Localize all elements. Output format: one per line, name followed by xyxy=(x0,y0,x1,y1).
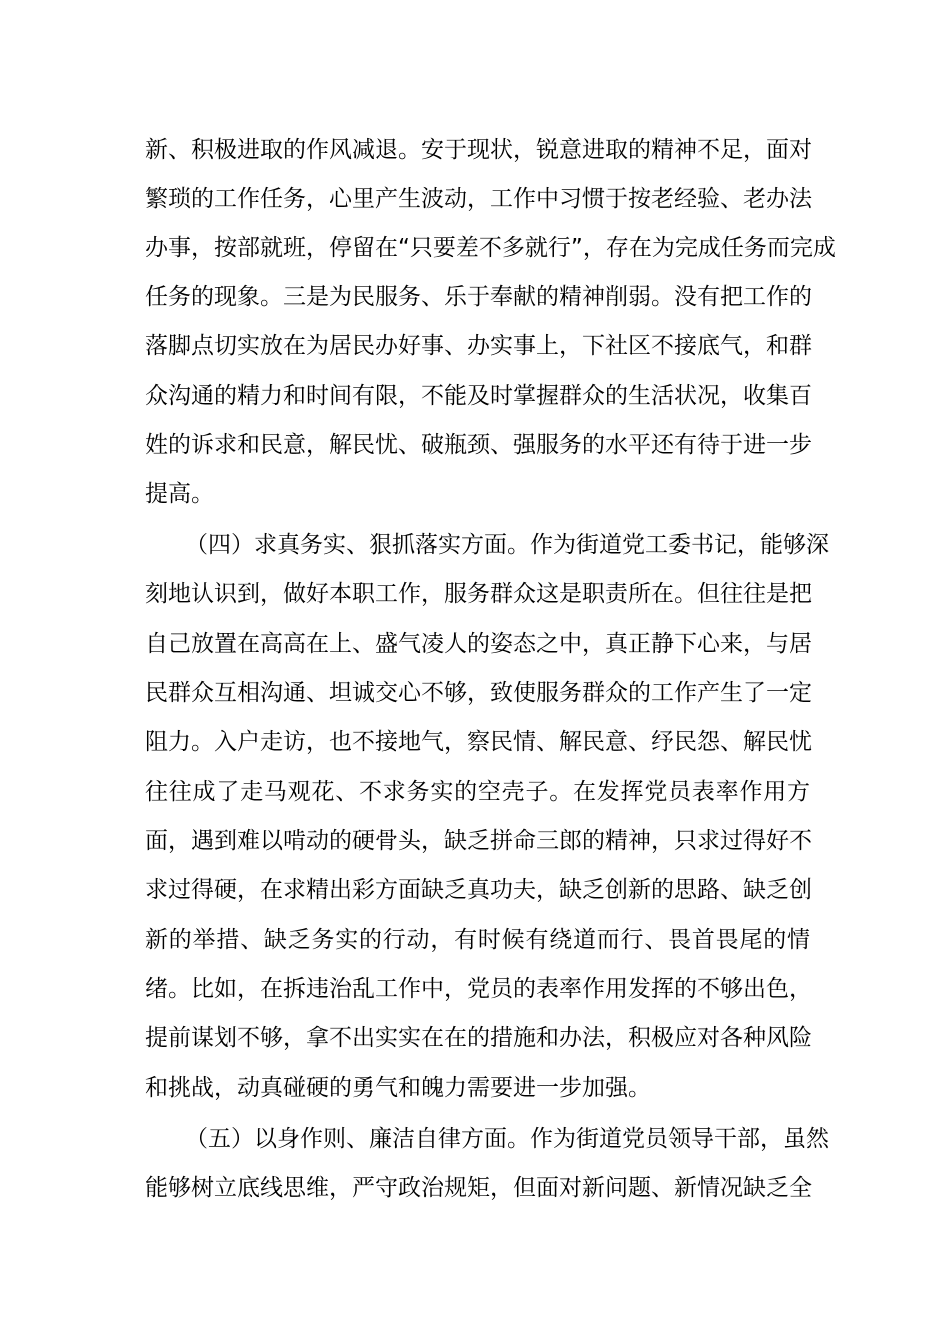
text-line: 众沟通的精力和时间有限，不能及时掌握群众的生活状况，收集百 xyxy=(145,383,812,409)
text-line: 民群众互相沟通、坦诚交心不够，致使服务群众的工作产生了一定 xyxy=(145,680,812,706)
text-line: 能够树立底线思维，严守政治规矩，但面对新问题、新情况缺乏全 xyxy=(145,1175,812,1201)
text-line: 繁琐的工作任务，心里产生波动，工作中习惯于按老经验、老办法 xyxy=(145,186,812,212)
section-heading-line: （四）求真务实、狠抓落实方面。作为街道党工委书记，能够深 xyxy=(185,532,829,558)
text-line: 面，遇到难以啃动的硬骨头，缺乏拼命三郎的精神，只求过得好不 xyxy=(145,828,812,854)
text-line: 往往成了走马观花、不求务实的空壳子。在发挥党员表率作用方 xyxy=(145,779,810,805)
text-line: 任务的现象。三是为民服务、乐于奉献的精神削弱。没有把工作的 xyxy=(145,284,812,310)
text-line: 和挑战，动真碰硬的勇气和魄力需要进一步加强。 xyxy=(145,1075,651,1101)
text-line: 新、积极进取的作风减退。安于现状，锐意进取的精神不足，面对 xyxy=(145,137,812,163)
text-line: 刻地认识到，做好本职工作，服务群众这是职责所在。但往往是把 xyxy=(145,581,812,607)
text-line: 办事，按部就班，停留在“只要差不多就行”，存在为完成任务而完成 xyxy=(145,235,836,261)
section-heading-line: （五）以身作则、廉洁自律方面。作为街道党员领导干部，虽然 xyxy=(185,1126,829,1152)
text-line: 阻力。入户走访，也不接地气，察民情、解民意、纾民怨、解民忧 xyxy=(145,729,812,755)
text-line: 提前谋划不够，拿不出实实在在的措施和办法，积极应对各种风险 xyxy=(145,1025,812,1051)
text-line: 求过得硬，在求精出彩方面缺乏真功夫，缺乏创新的思路、缺乏创 xyxy=(145,877,812,903)
text-line: 落脚点切实放在为居民办好事、办实事上，下社区不接底气，和群 xyxy=(145,333,812,359)
text-line: 提高。 xyxy=(145,481,214,507)
text-line: 新的举措、缺乏务实的行动，有时候有绕道而行、畏首畏尾的情 xyxy=(145,927,810,953)
text-line: 姓的诉求和民意，解民忧、破瓶颈、强服务的水平还有待于进一步 xyxy=(145,432,812,458)
text-line: 自己放置在高高在上、盛气凌人的姿态之中，真正静下心来，与居 xyxy=(145,631,812,657)
text-line: 绪。比如，在拆违治乱工作中，党员的表率作用发挥的不够出色， xyxy=(145,976,812,1002)
